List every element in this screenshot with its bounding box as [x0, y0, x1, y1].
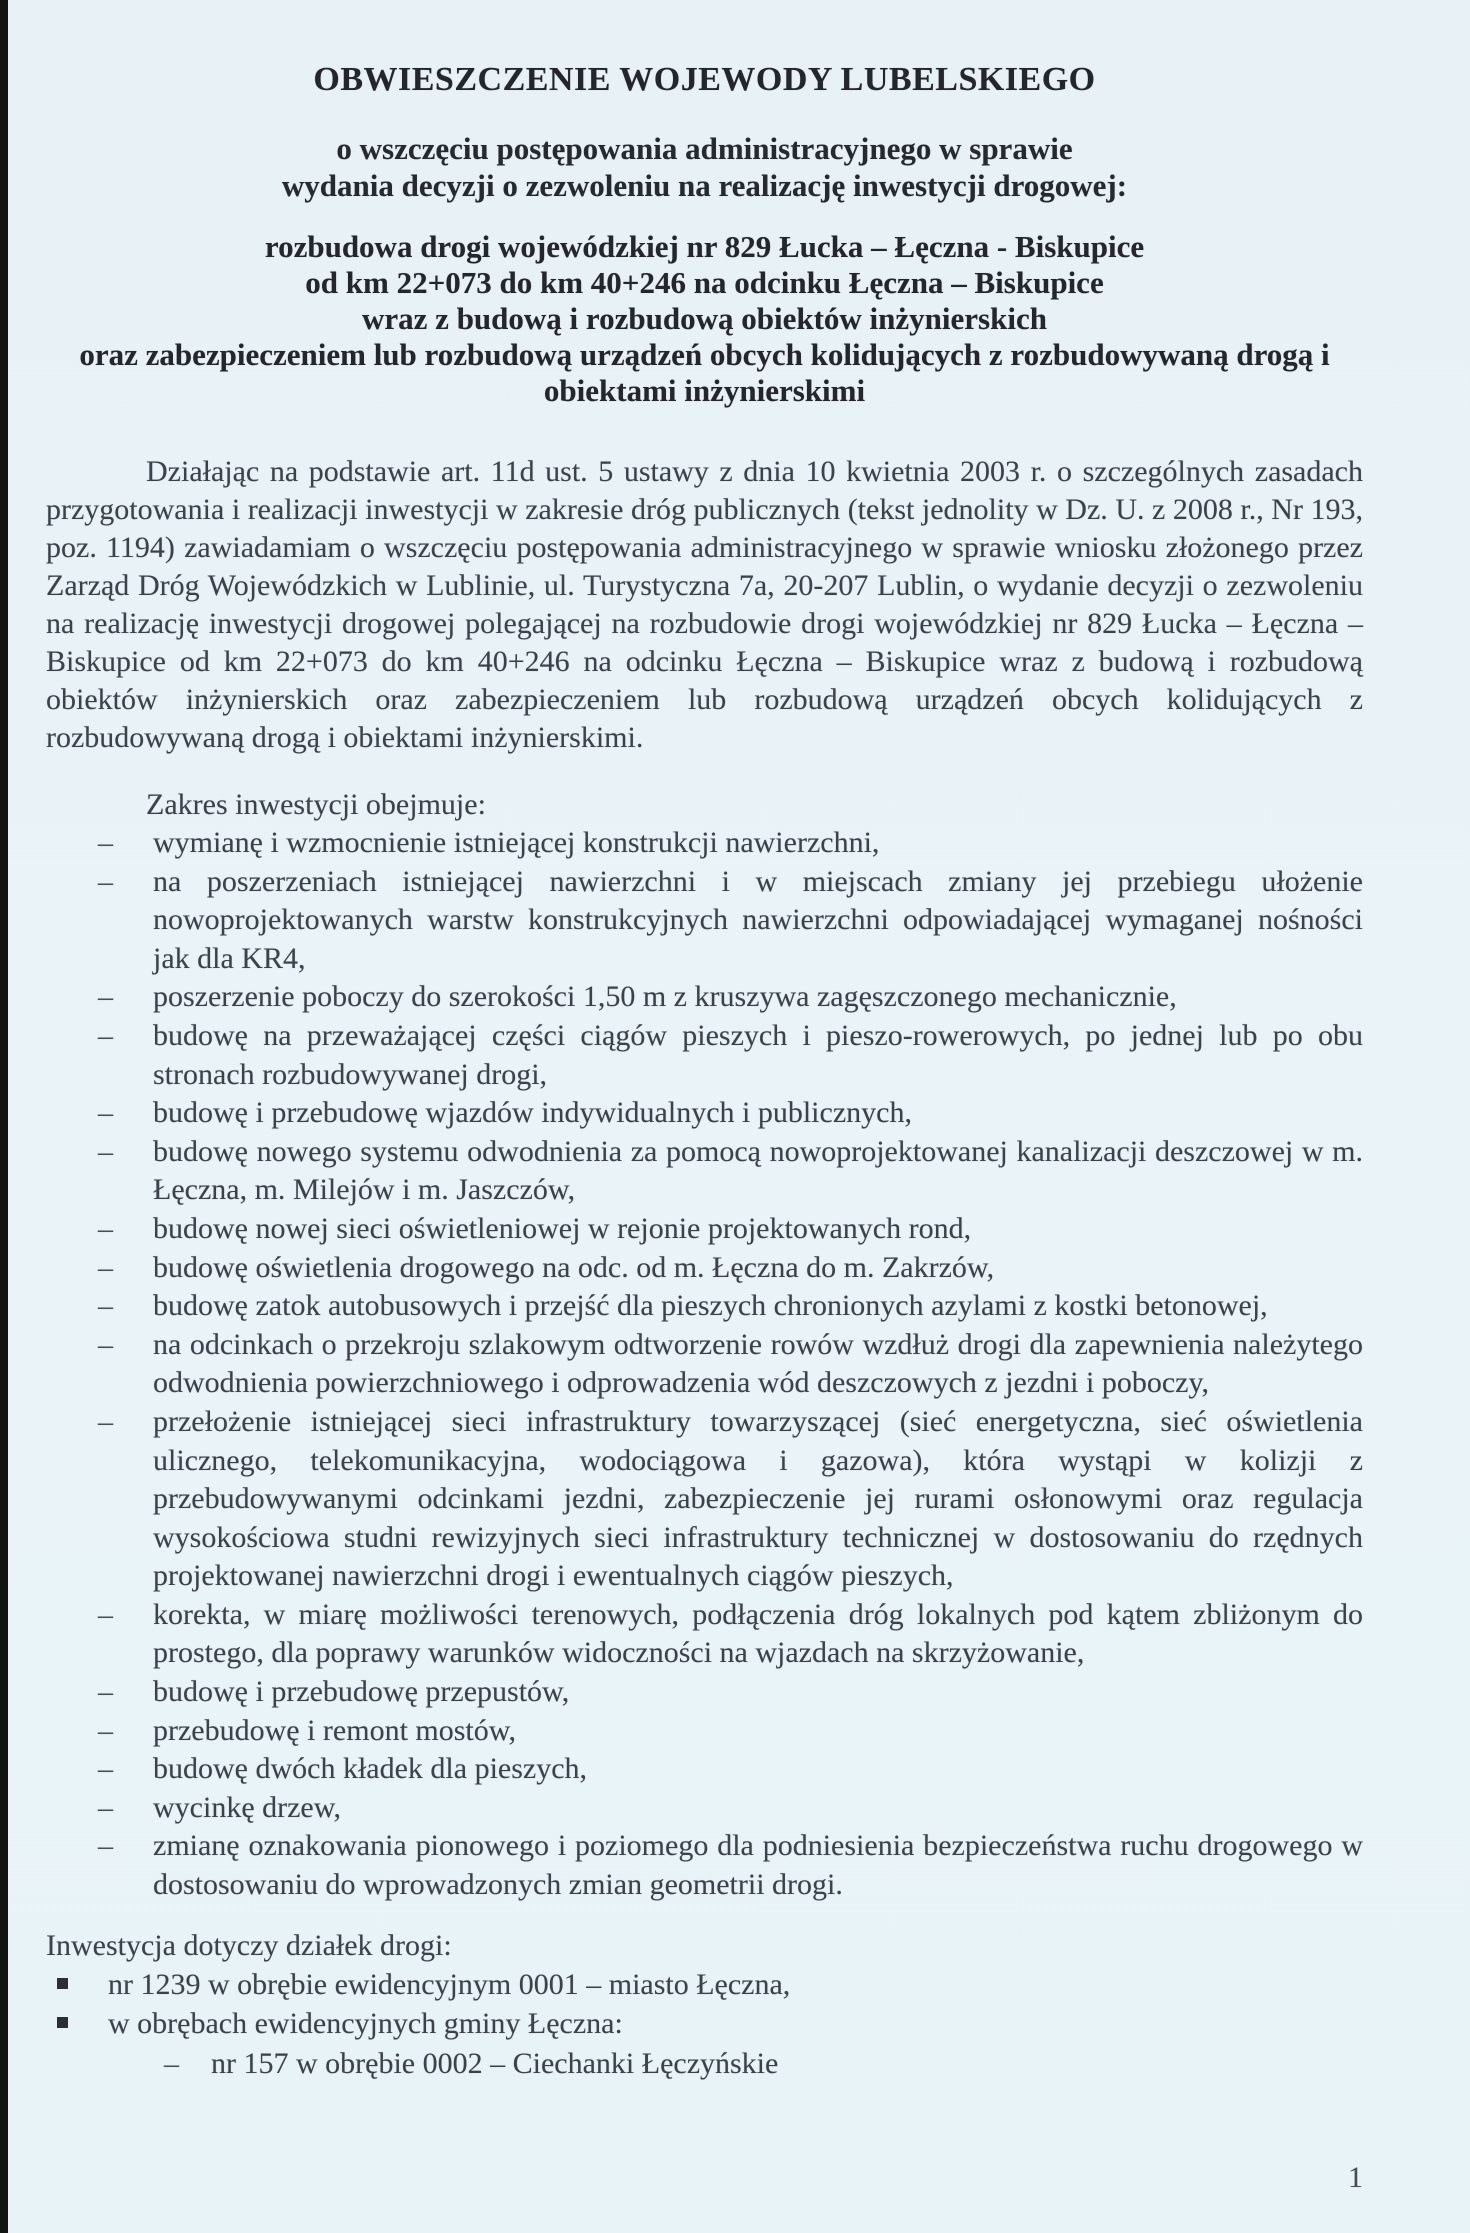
dash-marker-icon: – — [98, 1250, 113, 1284]
subject-line: rozbudowa drogi wojewódzkiej nr 829 Łucka – Łęczna - Biskupice — [264, 229, 1145, 264]
parcel-list — [46, 1965, 1363, 2084]
scope-item-text: na odcinkach o przekroju szlakowym odtworzenie rowów wzdłuż drogi dla zapewnienia należytego odwodnienia powierzchniowego i odprowadzenia wód deszczowych z jezdni i poboczy, — [153, 1327, 1363, 1400]
scope-list-item — [46, 1712, 1363, 1751]
scope-item-text: budowę i przebudowę wjazdów indywidualnych i publicznych, — [153, 1096, 912, 1130]
square-bullet-icon — [57, 1978, 68, 1989]
scope-list-item — [46, 1673, 1363, 1712]
dash-marker-icon: – — [98, 1404, 113, 1438]
dash-marker-icon: – — [98, 1134, 113, 1168]
scope-list-item — [46, 1287, 1363, 1326]
scope-list-item — [46, 1326, 1363, 1403]
scope-list — [46, 824, 1363, 1905]
parcel-list-item — [46, 1965, 1363, 2005]
dash-marker-icon: – — [98, 1018, 113, 1052]
subject-line: od km 22+073 do km 40+246 na odcinku Łęczna – Biskupice — [305, 265, 1104, 300]
scope-list-item — [46, 978, 1363, 1017]
document-content — [46, 0, 1363, 2194]
scope-item-text: budowę oświetlenia drogowego na odc. od m. Łęczna do m. Zakrzów, — [153, 1250, 995, 1284]
scope-item-text: zmianę oznakowania pionowego i poziomego dla podniesienia bezpieczeństwa ruchu drogowego w dostosowaniu do wprowadzonych zmian geometrii drogi. — [153, 1829, 1363, 1902]
scope-list-item — [46, 1133, 1363, 1210]
dash-marker-icon: – — [98, 1713, 113, 1747]
scope-item-text: przełożenie istniejącej sieci infrastruktury towarzyszącej (sieć energetyczna, sieć oświetlenia ulicznego, telekomunikacyjna, wodociągowa i gazowa), która wystąpi w kolizji z przebudowywanymi odcinkami jezdni, zabezpieczenie jej rurami osłonowymi oraz regulacja wysokościowa studni rewizyjnych sieci infrastruktury technicznej w dostosowaniu do rzędnych projektowanej nawierzchni drogi i ewentualnych ciągów pieszych, — [153, 1404, 1363, 1593]
dash-marker-icon: – — [164, 2046, 179, 2080]
scope-item-text: budowę i przebudowę przepustów, — [153, 1675, 570, 1709]
sub-parcel-text: nr 157 w obrębie 0002 – Ciechanki Łęczyńskie — [211, 2046, 779, 2080]
sub-parcel-item — [108, 2044, 1363, 2084]
scan-edge-strip — [0, 0, 8, 2233]
dash-marker-icon: – — [98, 980, 113, 1014]
scope-list-item — [46, 1403, 1363, 1596]
scope-item-text: na poszerzeniach istniejącej nawierzchni i w miejscach zmiany jej przebiegu ułożenie nowoprojektowanych warstw konstrukcyjnych nawierzchni odpowiadającej wymaganej nośności jak dla KR4, — [153, 864, 1363, 975]
dash-marker-icon: – — [98, 1327, 113, 1361]
scope-item-text: budowę dwóch kładek dla pieszych, — [153, 1752, 588, 1786]
parcels-heading: Inwestycja dotyczy działek drogi: — [46, 1928, 452, 1962]
scope-list-item — [46, 1789, 1363, 1828]
intro-paragraph: Działając na podstawie art. 11d ust. 5 ustawy z dnia 10 kwietnia 2003 r. o szczególnych zasadach przygotowania i realizacji inwestycji w zakresie dróg publicznych (tekst jednolity w Dz. U. z 2008 r., Nr 193, poz. 1194) zawiadamiam o wszczęciu postępowania administracyjnego w sprawie wniosku złożonego przez Zarząd Dróg Wojewódzkich w Lublinie, ul. Turystyczna 7a, 20-207 Lublin, o wydanie decyzji o zezwoleniu na realizację inwestycji drogowej polegającej na rozbudowie drogi wojewódzkiej nr 829 Łucka – Łęczna – Biskupice od km 22+073 do km 40+246 na odcinku Łęczna – Biskupice wraz z budową i rozbudową obiektów inżynierskich oraz zabezpieczeniem lub rozbudową urządzeń obcych kolidujących z rozbudowywaną drogą i obiektami inżynierskimi. — [46, 455, 1363, 754]
dash-marker-icon: – — [98, 1289, 113, 1323]
dash-marker-icon: – — [98, 1211, 113, 1245]
parcel-list-item — [46, 2004, 1363, 2083]
scope-list-item — [46, 1249, 1363, 1288]
scope-item-text: przebudowę i remont mostów, — [153, 1713, 516, 1747]
dash-marker-icon: – — [98, 1675, 113, 1709]
investment-subject-heading — [46, 229, 1363, 409]
scope-list-item — [46, 1017, 1363, 1094]
scope-item-text: poszerzenie poboczy do szerokości 1,50 m z kruszywa zagęszczonego mechanicznie, — [153, 980, 1177, 1014]
subject-line: oraz zabezpieczeniem lub rozbudową urządzeń obcych kolidujących z rozbudowywaną drogą i — [79, 337, 1330, 372]
dash-marker-icon: – — [98, 826, 113, 859]
dash-marker-icon: – — [98, 1829, 113, 1863]
dash-marker-icon: – — [98, 864, 113, 898]
page-number: 1 — [1348, 2161, 1363, 2194]
scope-list-item — [46, 1827, 1363, 1904]
page-title: OBWIESZCZENIE WOJEWODY LUBELSKIEGO — [313, 61, 1096, 98]
scope-list-item — [46, 1750, 1363, 1789]
scope-list-item — [46, 824, 1363, 863]
subject-line: wraz z budową i rozbudową obiektów inżynierskich — [362, 301, 1047, 336]
scope-heading: Zakres inwestycji obejmuje: — [146, 788, 486, 821]
scope-list-item — [46, 863, 1363, 979]
subtitle-line: wydania decyzji o zezwoleniu na realizację inwestycji drogowej: — [281, 168, 1128, 203]
scope-item-text: wymianę i wzmocnienie istniejącej konstrukcji nawierzchni, — [153, 826, 880, 859]
square-bullet-icon — [57, 2017, 68, 2028]
dash-marker-icon: – — [98, 1597, 113, 1631]
scope-item-text: budowę na przeważającej części ciągów pieszych i pieszo-rowerowych, po jednej lub po obu stronach rozbudowywanej drogi, — [153, 1018, 1363, 1091]
scope-item-text: budowę zatok autobusowych i przejść dla pieszych chronionych azylami z kostki betonowej, — [153, 1289, 1268, 1323]
parcel-item-text: nr 1239 w obrębie ewidencyjnym 0001 – miasto Łęczna, — [108, 1967, 791, 2001]
scope-item-text: wycinkę drzew, — [153, 1790, 341, 1824]
dash-marker-icon: – — [98, 1790, 113, 1824]
scope-list-item — [46, 1210, 1363, 1249]
scope-list-item — [46, 1596, 1363, 1673]
parcel-item-text: w obrębach ewidencyjnych gminy Łęczna: — [108, 2007, 623, 2041]
subject-line: obiektami inżynierskimi — [543, 373, 866, 408]
subtitle-line: o wszczęciu postępowania administracyjnego w sprawie — [336, 131, 1073, 166]
scope-item-text: korekta, w miarę możliwości terenowych, podłączenia dróg lokalnych pod kątem zbliżonym do prostego, dla poprawy warunków widoczności na wjazdach na skrzyżowanie, — [153, 1597, 1363, 1670]
scope-item-text: budowę nowego systemu odwodnienia za pomocą nowoprojektowanej kanalizacji deszczowej w m. Łęczna, m. Milejów i m. Jaszczów, — [153, 1134, 1363, 1207]
scope-item-text: budowę nowej sieci oświetleniowej w rejonie projektowanych rond, — [153, 1211, 972, 1245]
dash-marker-icon: – — [98, 1752, 113, 1786]
dash-marker-icon: – — [98, 1096, 113, 1130]
document-subtitle — [46, 130, 1363, 204]
scope-list-item — [46, 1094, 1363, 1133]
